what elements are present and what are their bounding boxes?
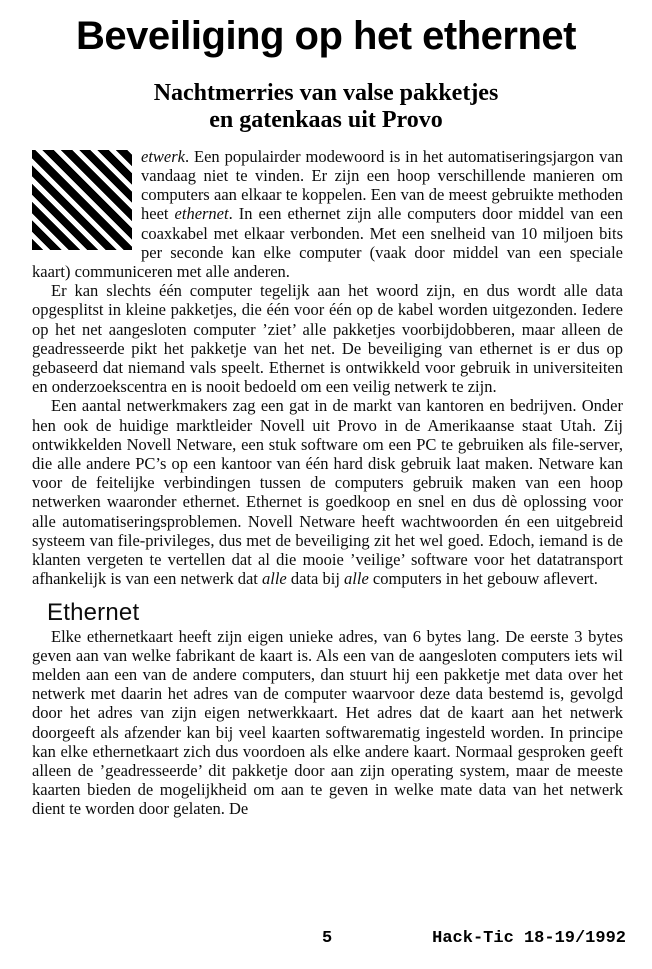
paragraph: Er kan slechts één computer tegelijk aan het woord zijn, en dus wordt alle data opgesplitst in kleine pakketjes, die één voor één op de kabel worden uitgezonden. Iedere op het net aangesloten computer ’ziet’ alle pakketjes voorbijdobberen, maar alleen de geadresseerde pikt het pakketje van het net. De beveiliging van ethernet is er dus op gebaseerd dat niemand vals speelt. Ethernet is ontwikkeld voor gebruik in universiteiten en onderzoekscentra en is nooit bedoeld om een veilig netwerk te zijn.: [32, 281, 623, 397]
page-subtitle: [0, 80, 652, 134]
subtitle-line-1: Nachtmerries van valse pakketjes: [153, 80, 499, 106]
paragraph-italic: ethernet: [174, 204, 229, 224]
paragraph-text: . Een populairder modewoord is in het automatiseringsjargon van vandaag niet te vinden. Er zijn een hoop verschillende manieren om computers aan elkaar te koppelen. Een van de meest gebruikte methoden heet: [141, 146, 623, 224]
paragraph-text: computers in het gebouw aflevert.: [368, 569, 598, 589]
paragraph-italic: alle: [344, 569, 369, 589]
page-number: 5: [322, 929, 333, 948]
section-heading-ethernet: Ethernet: [47, 599, 140, 627]
paragraph-text: data bij: [286, 569, 345, 589]
issue-label: Hack-Tic 18-19/1992: [432, 929, 626, 948]
paragraph: [32, 396, 623, 588]
paragraph-italic: alle: [262, 569, 287, 589]
paragraph: Elke ethernetkaart heeft zijn eigen unieke adres, van 6 bytes lang. De eerste 3 bytes geven aan van welke fabrikant de kaart is. Als een van de aangesloten computers iets wil melden aan een van de andere computers, dan stuurt hij een pakketje met data over het netwerk met daarin het adres van de computer waarvoor deze data bestemd is, gevolgd door het adres van zijn eigen netwerkkaart. Het adres dat de kaart aan het netwerk doorgeeft als afzender kan bij veel kaarten softwarematig ingesteld worden. In principe kan elke ethernetkaart zich dus voordoen als elke andere kaart. Normaal gesproken geeft alleen de ’geadresseerde’ dit pakketje door aan zijn operating system, maar de meeste kaarten bieden de mogelijkheid om aan te geven in welke mate data van het netwerk dient te worden door gelaten. De: [32, 626, 623, 819]
subtitle-line-2: en gatenkaas uit Provo: [209, 106, 443, 133]
page-title: Beveiliging op het ethernet: [76, 14, 576, 58]
page-footer: [0, 929, 652, 953]
striped-initial-n-icon: [32, 150, 132, 250]
paragraph-text: . In een ethernet zijn alle computers door middel van een coaxkabel met elkaar verbonden. Met een snelheid van 10 miljoen bits per seconde kan elke computer (vaak door middel van een speciale kaart) communiceren met alle anderen.: [32, 204, 623, 281]
paragraph-lead-italic: etwerk: [141, 146, 185, 166]
article-body: [32, 147, 623, 819]
paragraph-intro: [32, 147, 623, 281]
paragraph-text: Een aantal netwerkmakers zag een gat in de markt van kantoren en bedrijven. Onder hen ook de huidige marktleider Novell uit Provo in de Amerikaanse staat Utah. Zij ontwikkelden Novell Netware, een stuk software om een PC te gebruiken als file-server, die alle andere PC’s op een kantoor van één hard disk gebruik laat maken. Netware kan voor de feitelijke verbindingen tussen de computers gebruik maken van een hoop netwerken waaronder ethernet. Ethernet is goedkoop en snel en dus dè oplossing voor alle automatiseringsproblemen. Novell Netware heeft wachtwoorden én een uitgebreid systeem van file-privileges, dus met de beveiliging zit het wel goed. Edoch, iemand is de klanten vergeten te vertellen dat al die mooie ’veilige’ software voor het datatransport afhankelijk is van een netwerk dat: [32, 396, 623, 589]
